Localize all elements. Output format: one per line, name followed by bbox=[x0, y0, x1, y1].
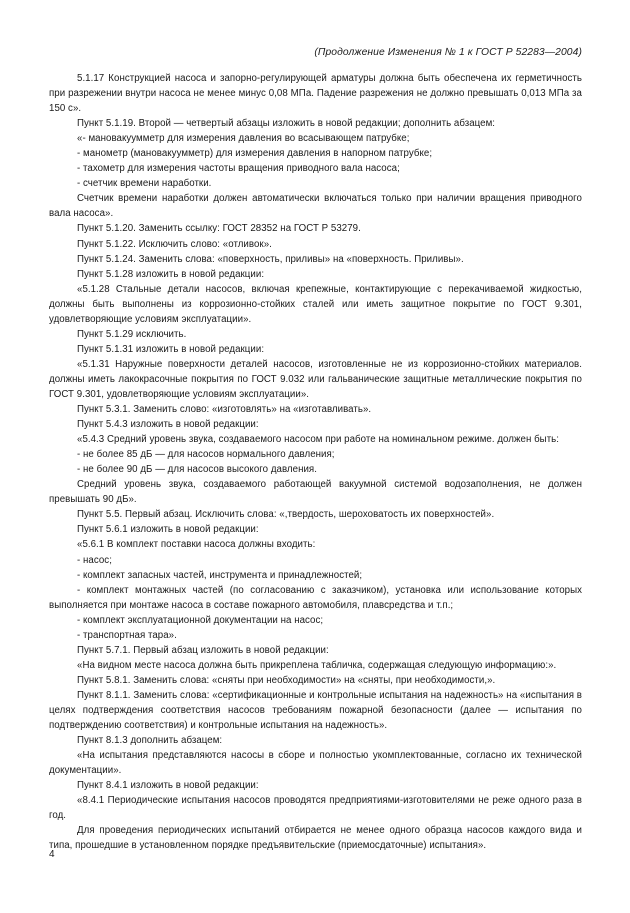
paragraph: «На испытания представляются насосы в сборе и полностью укомплектованные, согласно их технической документации». bbox=[49, 750, 582, 777]
paragraph: 5.1.17 Конструкцией насоса и запорно-регулирующей арматуры должна быть обеспечена их герметичность при разрежении внутри насоса не менее минус 0,08 МПа. Падение разрежения не должно превышать 0,013 МПа за 150 с». bbox=[49, 73, 582, 115]
paragraph: Пункт 5.5. Первый абзац. Исключить слова: «,твердость, шероховатость их поверхностей». bbox=[77, 509, 495, 521]
page-header: (Продолжение Изменения № 1 к ГОСТ Р 52283—2004) bbox=[314, 47, 582, 58]
list-item: «- мановакуумметр для измерения давления во всасывающем патрубке; bbox=[77, 133, 410, 145]
paragraph: Средний уровень звука, создаваемого работающей вакуумной системой водозаполнения, не должен превышать 90 дБ». bbox=[49, 479, 582, 506]
list-item: - манометр (мановакуумметр) для измерения давления в напорном патрубке; bbox=[77, 148, 433, 160]
paragraph: Пункт 5.1.28 изложить в новой редакции: bbox=[77, 268, 265, 280]
paragraph: «На видном месте насоса должна быть прикреплена табличка, содержащая следующую информацию:». bbox=[77, 659, 557, 671]
paragraph: Пункт 5.1.22. Исключить слово: «отливок». bbox=[77, 238, 272, 250]
list-item: - транспортная тара». bbox=[77, 629, 177, 641]
paragraph: Пункт 5.6.1 изложить в новой редакции: bbox=[77, 524, 259, 536]
paragraph: Пункт 5.4.3 изложить в новой редакции: bbox=[77, 419, 259, 431]
paragraph: «8.4.1 Периодические испытания насосов проводятся предприятиями-изготовителями не реже одного раза в год. bbox=[49, 795, 582, 822]
paragraph: Для проведения периодических испытаний отбирается не менее одного образца насосов каждого вида и типа, прошедшие в установленном порядке предъявительские (приемосдаточные) испытания». bbox=[49, 825, 582, 852]
paragraph: Пункт 5.1.19. Второй — четвертый абзацы изложить в новой редакции; дополнить абзацем: bbox=[77, 118, 496, 130]
list-item: - комплект монтажных частей (по согласованию с заказчиком), установка или использование которых выполняется при монтаже насоса в составе пожарного автомобиля, плавсредства и т.п.; bbox=[49, 584, 582, 611]
paragraph: Пункт 8.1.1. Заменить слова: «сертификационные и контрольные испытания на надежность» на «испытания в целях подтверждения соответствия насосов требованиям пожарной безопасности (далее — испытания по подтверждению соответствия) и контрольные испытания на надежность». bbox=[49, 689, 582, 732]
paragraph: Пункт 5.1.29 исключить. bbox=[77, 328, 187, 340]
paragraph: Счетчик времени наработки должен автоматически включаться только при наличии вращения приводного вала насоса». bbox=[49, 193, 582, 220]
document-body bbox=[49, 71, 582, 853]
paragraph: Пункт 8.1.3 дополнить абзацем: bbox=[77, 735, 223, 747]
list-item: - комплект эксплуатационной документации на насос; bbox=[77, 614, 324, 626]
paragraph: Пункт 5.3.1. Заменить слово: «изготовлять» на «изготавливать». bbox=[77, 404, 372, 416]
list-item: - насос; bbox=[77, 554, 112, 566]
list-item: - не более 90 дБ — для насосов высокого давления. bbox=[77, 464, 317, 476]
paragraph: Пункт 5.8.1. Заменить слова: «сняты при необходимости» на «сняты, при необходимости,». bbox=[77, 674, 496, 686]
paragraph: Пункт 5.1.31 изложить в новой редакции: bbox=[77, 343, 265, 355]
paragraph: Пункт 5.1.20. Заменить ссылку: ГОСТ 28352 на ГОСТ Р 53279. bbox=[77, 223, 361, 235]
list-item: - тахометр для измерения частоты вращения приводного вала насоса; bbox=[77, 163, 400, 175]
paragraph: Пункт 5.1.24. Заменить слова: «поверхность, приливы» на «поверхность. Приливы». bbox=[77, 253, 464, 265]
paragraph: «5.4.3 Средний уровень звука, создаваемого насосом при работе на номинальном режиме. должен быть: bbox=[77, 434, 560, 446]
paragraph: «5.6.1 В комплект поставки насоса должны входить: bbox=[77, 539, 316, 551]
paragraph: Пункт 8.4.1 изложить в новой редакции: bbox=[77, 780, 259, 792]
list-item: - не более 85 дБ — для насосов нормального давления; bbox=[77, 449, 335, 461]
page-number: 4 bbox=[49, 849, 55, 860]
list-item: - комплект запасных частей, инструмента и принадлежностей; bbox=[77, 569, 363, 581]
paragraph: «5.1.28 Стальные детали насосов, включая крепежные, контактирующие с перекачиваемой жидкостью, должны быть выполнены из коррозионно-стойких сталей или иметь защитное покрытие по ГОСТ 9.301, удовлетворяющие условиям эксплуатации». bbox=[49, 283, 582, 325]
paragraph: «5.1.31 Наружные поверхности деталей насосов, изготовленные не из коррозионно-стойких материалов. должны иметь лакокрасочные покрытия по ГОСТ 9.032 или гальванические защитные металлические покрытия по ГОСТ 9.301, удовлетворяющие условиям эксплуатации». bbox=[49, 358, 582, 400]
list-item: - счетчик времени наработки. bbox=[77, 178, 212, 190]
paragraph: Пункт 5.7.1. Первый абзац изложить в новой редакции: bbox=[77, 644, 329, 656]
